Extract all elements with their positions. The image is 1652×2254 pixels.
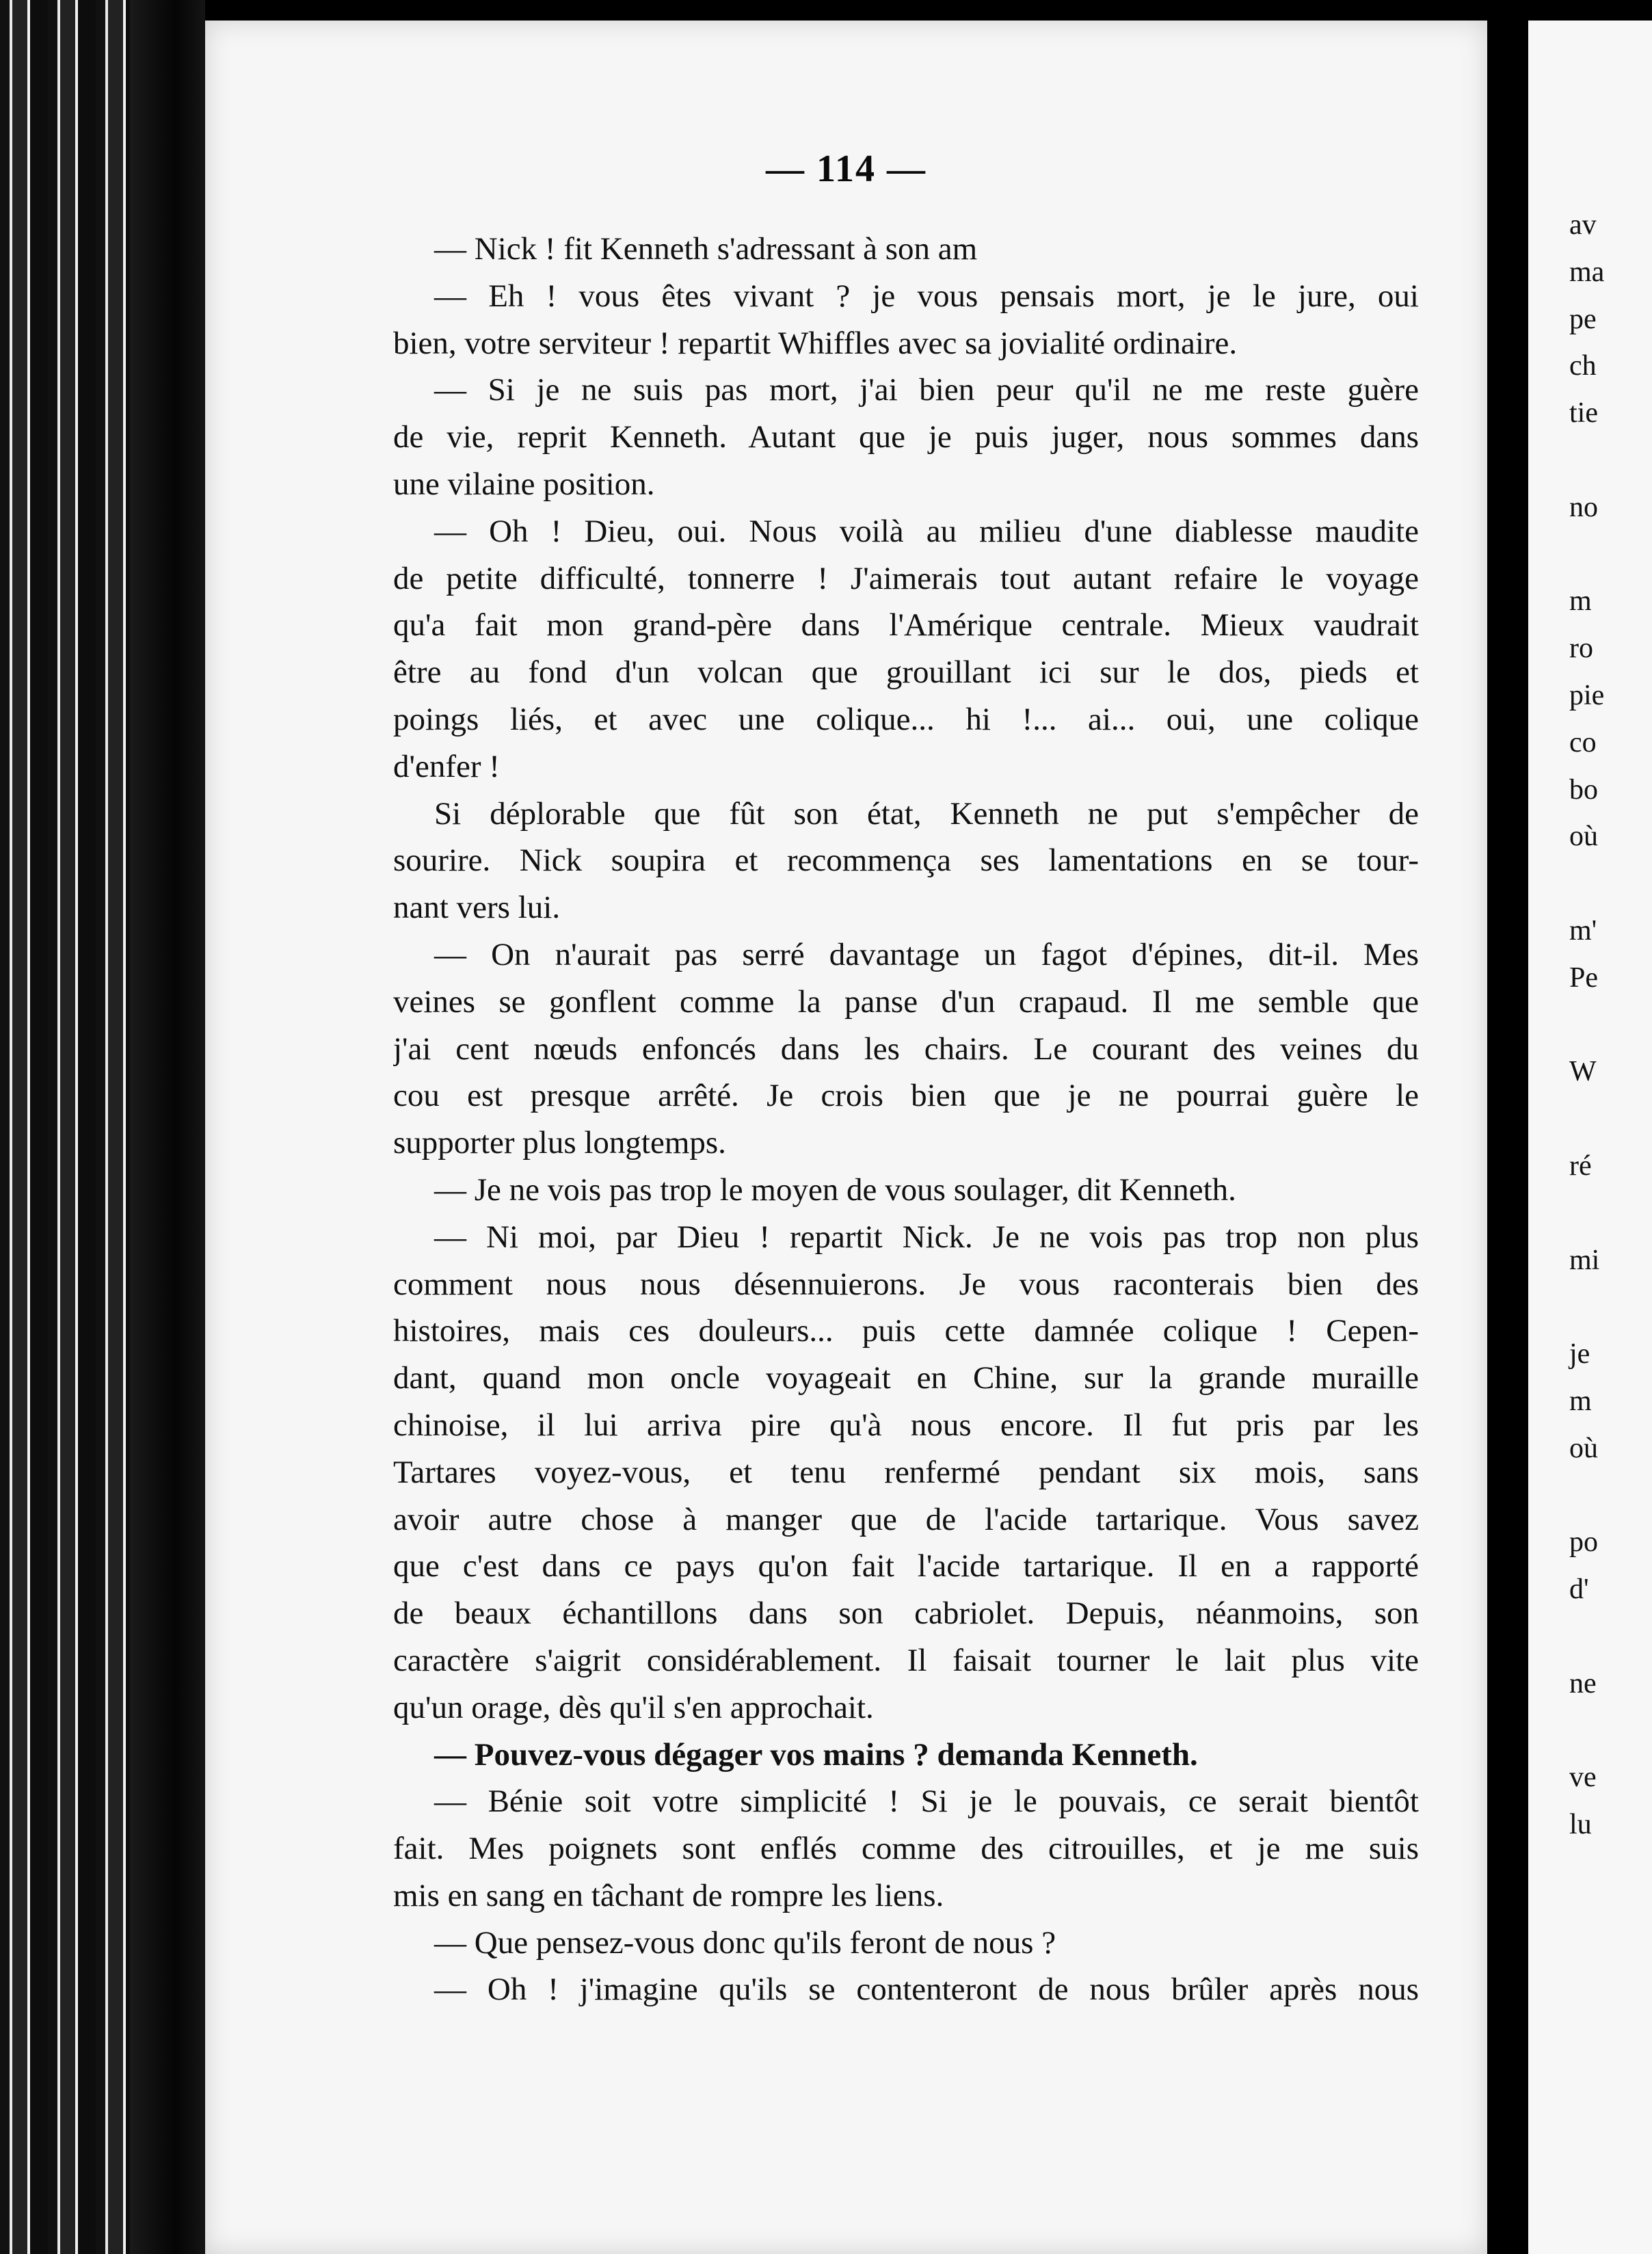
- text-line: avoir autre chose à manger que de l'acide tartarique. Vous savez: [393, 1501, 1419, 1537]
- text-line: veines se gonflent comme la panse d'un crapaud. Il me semble que: [393, 983, 1419, 1020]
- facing-text-fragment: pie: [1569, 680, 1605, 711]
- facing-text-fragment: ré: [1569, 1150, 1592, 1182]
- text-line: de beaux échantillons dans son cabriolet. Depuis, néanmoins, son: [393, 1595, 1419, 1632]
- facing-text-fragment: ro: [1569, 633, 1593, 665]
- facing-text-fragment: m': [1569, 915, 1597, 946]
- text-line: — Oh ! j'imagine qu'ils se contenteront de nous brûler après nous: [434, 1972, 1419, 2008]
- facing-text-fragment: où: [1569, 821, 1598, 853]
- text-line: une vilaine position.: [393, 466, 655, 502]
- text-line: caractère s'aigrit considérablement. Il faisait tourner le lait plus vite: [393, 1642, 1419, 1678]
- text-line: d'enfer !: [393, 748, 500, 784]
- facing-text-fragment: po: [1569, 1526, 1598, 1559]
- text-line: bien, votre serviteur ! repartit Whiffles avec sa jovialité ordinaire.: [393, 325, 1238, 361]
- text-line: de vie, reprit Kenneth. Autant que je puis juger, nous sommes dans: [393, 419, 1419, 455]
- facing-text-fragment: co: [1569, 726, 1597, 758]
- text-line: — Oh ! Dieu, oui. Nous voilà au milieu d'une diablesse maudite: [434, 513, 1419, 549]
- text-line: supporter plus longtemps.: [393, 1125, 726, 1161]
- facing-text-fragment: pe: [1569, 303, 1597, 335]
- facing-text-fragment: tie: [1569, 397, 1598, 429]
- facing-text-fragment: no: [1569, 491, 1598, 523]
- text-line: — On n'aurait pas serré davantage un fagot d'épines, dit-il. Mes: [434, 936, 1419, 972]
- facing-text-fragment: W: [1569, 1056, 1597, 1088]
- text-line: mis en sang en tâchant de rompre les liens.: [393, 1877, 944, 1913]
- text-line: — Que pensez-vous donc qu'ils feront de nous ?: [434, 1924, 1056, 1961]
- facing-text-fragment: lu: [1569, 1809, 1592, 1841]
- facing-text-fragment: ne: [1569, 1667, 1597, 1699]
- text-line: — Je ne vois pas trop le moyen de vous soulager, dit Kenneth.: [434, 1171, 1236, 1208]
- text-line: de petite difficulté, tonnerre ! J'aimerais tout autant refaire le voyage: [393, 560, 1419, 596]
- text-line: que c'est dans ce pays qu'on fait l'acide tartarique. Il en a rapporté: [393, 1548, 1419, 1585]
- facing-text-fragment: mi: [1569, 1244, 1600, 1276]
- text-line: — Eh ! vous êtes vivant ? je vous pensais mort, je le jure, oui: [434, 278, 1419, 314]
- text-line: cou est presque arrêté. Je crois bien que je ne pourrai guère le: [393, 1078, 1419, 1114]
- text-line: — Nick ! fit Kenneth s'adressant à son am: [434, 231, 978, 267]
- facing-text-fragment: où: [1569, 1432, 1598, 1464]
- facing-text-fragment: ma: [1569, 256, 1605, 288]
- text-line: — Si je ne suis pas mort, j'ai bien peur qu'il ne me reste guère: [434, 372, 1419, 408]
- facing-text-fragment: av: [1569, 209, 1597, 241]
- book-page-edges: [0, 0, 205, 2254]
- facing-text-fragment: bo: [1569, 773, 1598, 806]
- text-line: Tartares voyez-vous, et tenu renfermé pendant six mois, sans: [393, 1454, 1419, 1490]
- text-line: j'ai cent nœuds enfoncés dans les chairs. Le courant des veines du: [393, 1031, 1419, 1067]
- facing-text-fragment: ch: [1569, 350, 1597, 382]
- page-number: — 114 —: [766, 148, 927, 190]
- page-gutter: [1487, 0, 1528, 2254]
- facing-text-fragment: je: [1569, 1338, 1590, 1370]
- facing-page-fragment: [1528, 21, 1652, 2254]
- text-line: qu'a fait mon grand-père dans l'Amérique centrale. Mieux vaudrait: [393, 607, 1419, 644]
- text-line: — Pouvez-vous dégager vos mains ? demanda Kenneth.: [434, 1736, 1198, 1773]
- facing-text-fragment: Pe: [1569, 962, 1598, 994]
- text-line: nant vers lui.: [393, 890, 561, 926]
- text-line: fait. Mes poignets sont enflés comme des citrouilles, et je me suis: [393, 1831, 1419, 1867]
- text-line: Si déplorable que fût son état, Kenneth ne put s'empêcher de: [434, 795, 1419, 832]
- main-page: [205, 21, 1487, 2254]
- facing-text-fragment: m: [1569, 1385, 1592, 1417]
- text-line: comment nous nous désennuierons. Je vous raconterais bien des: [393, 1266, 1419, 1302]
- text-line: qu'un orage, dès qu'il s'en approchait.: [393, 1689, 874, 1725]
- text-line: — Ni moi, par Dieu ! repartit Nick. Je ne vois pas trop non plus: [434, 1219, 1419, 1255]
- body-text: [393, 226, 1419, 2013]
- facing-text-fragment: ve: [1569, 1762, 1597, 1794]
- facing-text-fragment: m: [1569, 585, 1592, 618]
- binding-shadow: [130, 0, 205, 2254]
- text-line: sourire. Nick soupira et recommença ses lamentations en se tour-: [393, 843, 1419, 879]
- text-line: — Bénie soit votre simplicité ! Si je le pouvais, ce serait bientôt: [434, 1784, 1419, 1820]
- text-line: poings liés, et avec une colique... hi !... ai... oui, une colique: [393, 701, 1419, 737]
- text-line: dant, quand mon oncle voyageait en Chine, sur la grande muraille: [393, 1360, 1419, 1396]
- text-line: chinoise, il lui arriva pire qu'à nous encore. Il fut pris par les: [393, 1407, 1419, 1443]
- text-line: être au fond d'un volcan que grouillant ici sur le dos, pieds et: [393, 654, 1419, 691]
- text-line: histoires, mais ces douleurs... puis cette damnée colique ! Cepen-: [393, 1313, 1419, 1349]
- facing-text-fragment: d': [1569, 1574, 1589, 1606]
